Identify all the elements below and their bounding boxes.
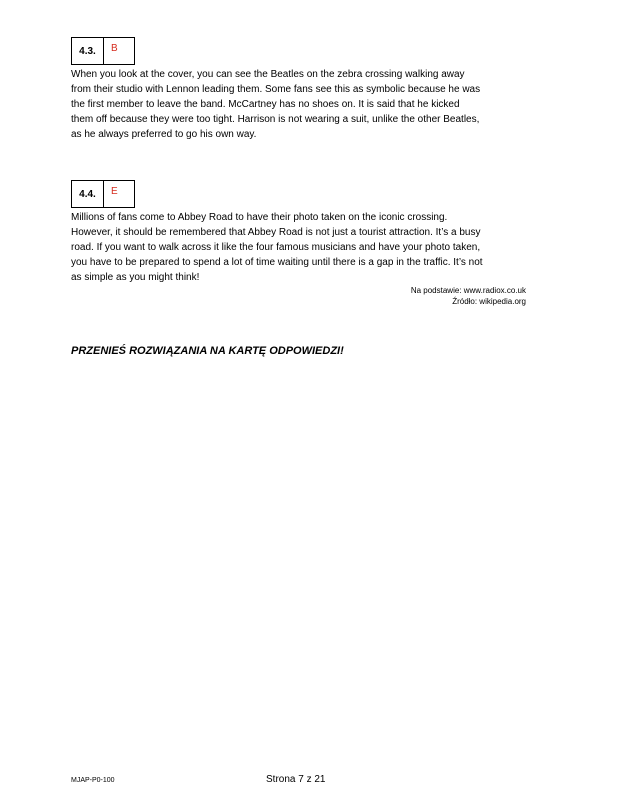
task-4-3-paragraph — [71, 67, 531, 142]
task-4-4-paragraph — [71, 210, 531, 285]
task-4-3-answer-box — [71, 37, 135, 65]
source-radiox: Na podstawie: www.radiox.co.uk — [410, 286, 526, 295]
task-4-3-line: them off because they were too tight. Harrison is not wearing a suit, unlike the other Beatles, — [71, 114, 480, 125]
source-wikipedia: Źródło: wikipedia.org — [452, 297, 526, 306]
task-4-4-answer-box — [71, 180, 135, 208]
task-4-4-answer[interactable]: E — [111, 186, 118, 197]
task-4-4-line: you have to be prepared to spend a lot of time waiting until there is a gap in the traffic. It’s not — [71, 257, 483, 268]
task-4-4-line: However, it should be remembered that Abbey Road is not just a tourist attraction. It’s a busy — [71, 227, 481, 238]
task-4-4-number: 4.4. — [72, 181, 104, 207]
exam-code: MJAP-P0-100 — [71, 777, 115, 784]
task-4-3-line: as he always preferred to go his own way. — [71, 129, 257, 140]
task-4-3-line: When you look at the cover, you can see the Beatles on the zebra crossing walking away — [71, 69, 465, 80]
task-4-3-line: the first member to leave the band. McCartney has no shoes on. It is said that he kicked — [71, 99, 460, 110]
transfer-answers-instruction: PRZENIEŚ ROZWIĄZANIA NA KARTĘ ODPOWIEDZI! — [71, 345, 344, 357]
page-number: Strona 7 z 21 — [266, 774, 326, 785]
task-4-3-number: 4.3. — [72, 38, 104, 64]
task-4-4-line: Millions of fans come to Abbey Road to have their photo taken on the iconic crossing. — [71, 212, 448, 223]
task-4-4-line: as simple as you might think! — [71, 272, 200, 283]
task-4-4-line: road. If you want to walk across it like the four famous musicians and have your photo taken, — [71, 242, 481, 253]
task-4-3-line: from their studio with Lennon leading them. Some fans see this as symbolic because he was — [71, 84, 481, 95]
task-4-3-answer[interactable]: B — [111, 43, 118, 54]
